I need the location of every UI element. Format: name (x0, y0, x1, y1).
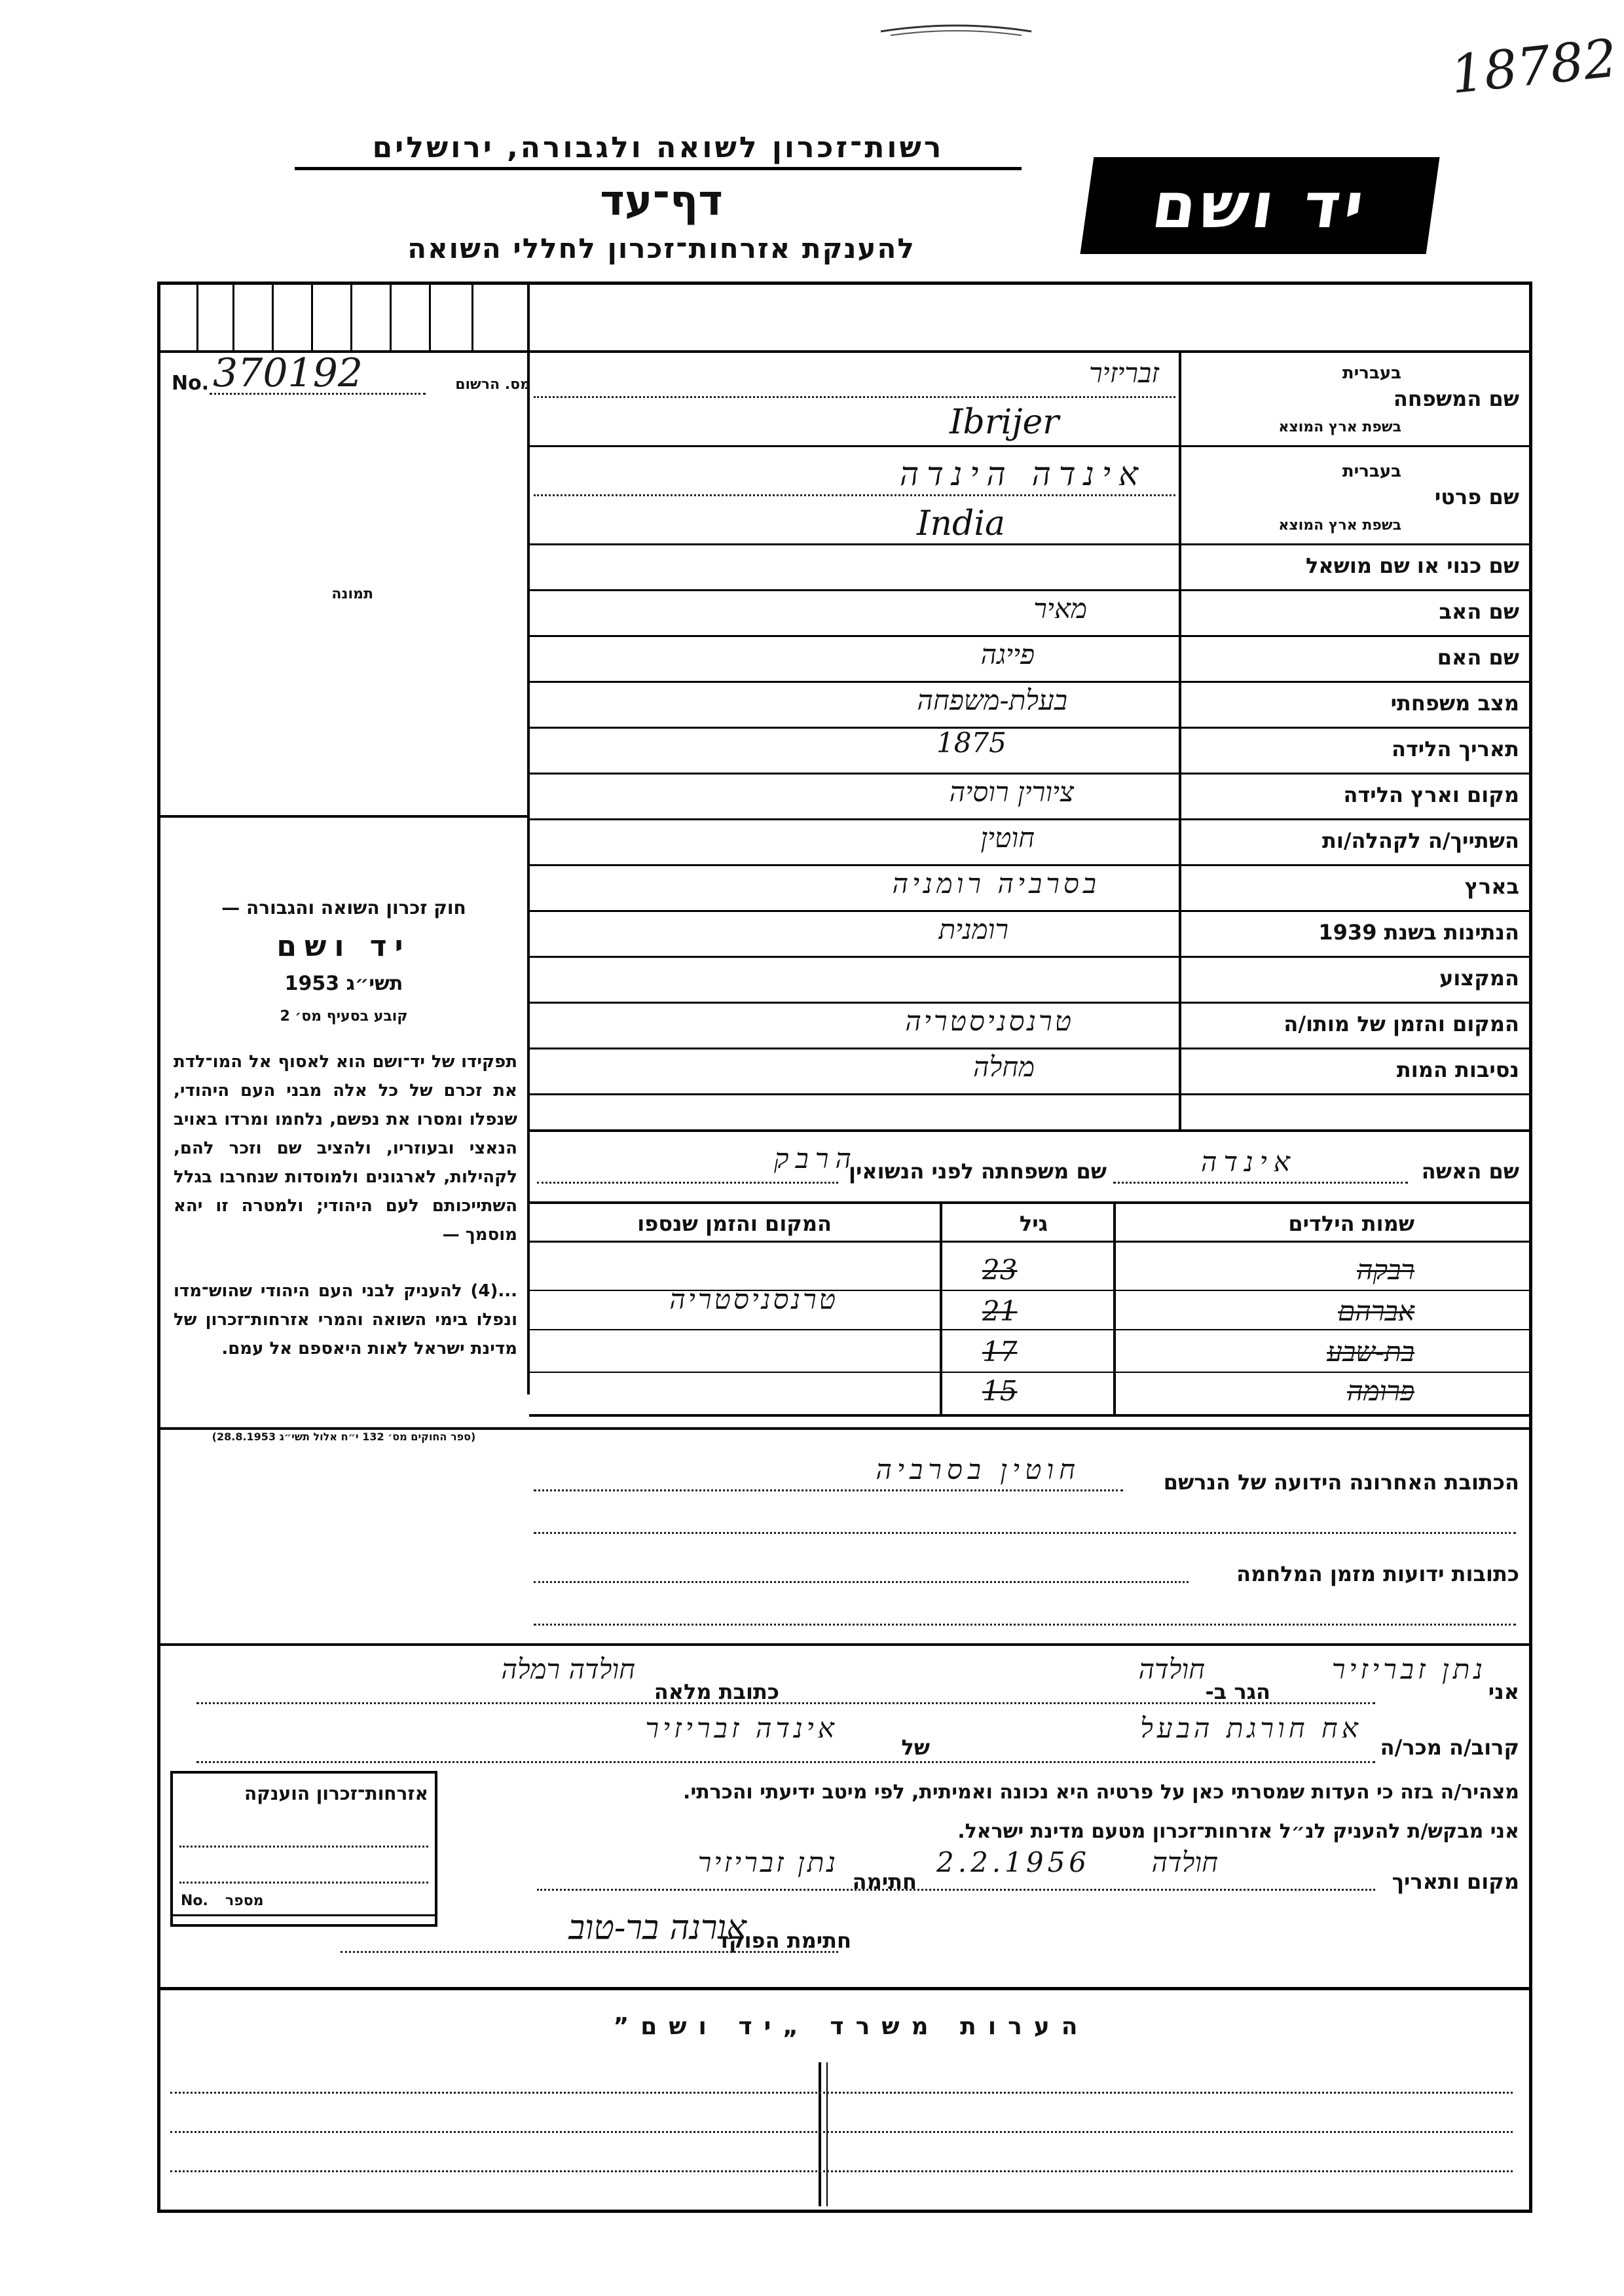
relative-value: אח חורגת הבעל (1140, 1712, 1362, 1744)
witness-i-label: אני (1488, 1679, 1519, 1704)
child-age: 15 (982, 1375, 1018, 1407)
community-value: חוטין (980, 822, 1035, 854)
nickname-label: שם כנוי או שם מושאל (1305, 553, 1519, 578)
children-age-header: גיל (1019, 1211, 1048, 1236)
registration-number: 370192 (213, 350, 363, 396)
registration-no-label: No. (172, 372, 210, 395)
last-address-label: הכתובת האחרונה הידועה של הנרשם (1163, 1470, 1519, 1495)
death-place-label: המקום והזמן של מותו/ה (1283, 1011, 1519, 1036)
wartime-address-label: כתובות ידועות מזמן המלחמה (1236, 1561, 1519, 1586)
child-age: 17 (982, 1336, 1018, 1368)
profession-label: המקצוע (1439, 966, 1519, 991)
form-subtitle: להענקת אזרחות־זכרון לחללי השואה (407, 232, 915, 264)
relative-label: קרוב/ה מכר/ה (1380, 1735, 1519, 1760)
law-text: תפקידו של יד־ושם הוא לאסוף אל המו־לדת את זכרם של כל אלה מבני העם היהודי, שנפלו ומסרו את נפשם, נלחמו ומרדו באויב הנאצי ובעוזריו, ולהציב שם וזכר להם, לקהילות, לארגונים ולמוסדות שנחרבו בגלל השתייכותם לעם היהודי; ולמטרה זו יהא מוסמך — (174, 1052, 517, 1245)
archive-number: 18782 (1447, 27, 1620, 106)
grant-box-no: No. (181, 1893, 208, 1909)
death-cause-value: מחלה (972, 1051, 1035, 1083)
death-cause-label: נסיבות המות (1396, 1057, 1519, 1082)
citizenship-value: רומנית (938, 913, 1008, 945)
grant-box-number-label: מספר (225, 1893, 264, 1909)
children-names-header: שמות הילדים (1288, 1211, 1414, 1236)
remarks-title: הערות משרד „יד ושם” (613, 2013, 1090, 2040)
family-name-sub-native: בשפת ארץ המוצא (1278, 419, 1401, 435)
top-ornament (877, 20, 1035, 39)
of-label: של (901, 1735, 930, 1760)
date-value: 2.2.1956 (936, 1846, 1091, 1878)
last-address-value: חוטין בסרביה (876, 1453, 1080, 1485)
declaration-2: אני מבקש/ת להעניק לנ״ל אזרחות־זכרון מטעם מדינת ישראל. (957, 1820, 1519, 1843)
father-value: מאיר (1033, 592, 1087, 625)
officer-label: חתימת הפוקד (716, 1928, 851, 1953)
registration-label: מס. הרשום (455, 376, 530, 393)
child-name: אברהם (1338, 1295, 1414, 1327)
birth-place-value: ציורין רוסיה (949, 776, 1074, 808)
authority-title: רשות־זכרון לשואה ולגבורה, ירושלים (295, 131, 1022, 170)
signature-label: חתימה (852, 1869, 917, 1894)
child-name: בת-שבע (1327, 1336, 1414, 1368)
witness-city: חולדה (1138, 1653, 1205, 1685)
law-source: (ספר החוקים מס׳ 132 י״ח אלול תשי״ג 28.8.1953) (212, 1430, 476, 1443)
child-name: פרומה (1347, 1375, 1414, 1407)
family-name-hebrew: זבריזיר (1089, 357, 1159, 389)
child-place: טרנסניסטריה (669, 1283, 838, 1315)
citizenship-label: הנתינות בשנת 1939 (1318, 920, 1519, 945)
spouse-label: שם האשה (1421, 1159, 1519, 1184)
child-age: 23 (982, 1254, 1018, 1286)
first-name-hebrew: אינדה הינדה (899, 455, 1146, 493)
country-label: בארץ (1464, 874, 1519, 899)
children-place-header: המקום והזמן שנספו (637, 1211, 832, 1236)
law-text-2: ...(4) להעניק לבני העם היהודי שהוש־מדו ונפלו בימי השואה והמרי אזרחות־זכרון של מדינת ישראל לאות היאספם אל עמם. (174, 1281, 517, 1358)
place-date-label: מקום ותאריך (1392, 1869, 1519, 1894)
yad-vashem-logo (1080, 157, 1440, 254)
first-name-sub-native: בשפת ארץ המוצא (1278, 517, 1401, 534)
grant-box (170, 1771, 437, 1927)
spouse-maiden-value: הרבק (774, 1142, 858, 1175)
officer-signature: אורנה בר-טוב (568, 1908, 747, 1948)
witness-name: נתן זבריזיר (1331, 1653, 1486, 1685)
first-name-sub-hebrew: בעברית (1342, 462, 1401, 481)
witness-address: חולדה רמלה (501, 1653, 635, 1685)
marital-label: מצב משפחתי (1390, 691, 1519, 716)
logo-text: יד ושם (1147, 169, 1373, 242)
marital-value: בעלת-משפחה (917, 684, 1067, 716)
first-name-label: שם פרטי (1434, 484, 1519, 509)
tick (196, 282, 198, 350)
grant-box-title: אזרחות־זכרון הוענקה (244, 1783, 428, 1804)
mother-label: שם האם (1437, 645, 1519, 670)
family-name-label: שם המשפחה (1393, 386, 1519, 411)
birth-date-label: תאריך הלידה (1391, 737, 1519, 761)
child-age: 21 (982, 1295, 1018, 1327)
birth-place-label: מקום וארץ הלידה (1343, 782, 1519, 807)
mother-value: פייגה (980, 638, 1035, 670)
father-label: שם האב (1439, 599, 1519, 624)
signature-value: נתן זבריזיר (697, 1846, 838, 1878)
witness-full-address-label: כתובת מלאה (654, 1679, 779, 1704)
witness-resides-label: הגר ב- (1205, 1679, 1270, 1704)
birth-date-value: 1875 (936, 727, 1006, 759)
death-place-value: טרנסניסטריה (905, 1005, 1074, 1037)
declaration-1: מצהיר/ה בזה כי העדות שמסרתי כאן על פרטיה היא נכונה ואמיתית, לפי מיטב ידיעתי והכרתי. (683, 1781, 1519, 1804)
first-name-native: India (917, 504, 1005, 543)
law-clause: קובע בסעיף מס׳ 2 (280, 1008, 408, 1025)
spouse-maiden-label: שם משפחתה לפני הנשואין (848, 1159, 1107, 1184)
family-name-native: Ibrijer (950, 403, 1060, 442)
of-name: אינדה זבריזיר (645, 1712, 838, 1744)
family-name-sub-hebrew: בעברית (1342, 363, 1401, 383)
law-year: תשי״ג 1953 (284, 972, 403, 995)
country-value: בסרביה רומניה (892, 867, 1100, 900)
child-name: רבקה (1357, 1254, 1414, 1286)
law-title: חוק זכרון השואה והגבורה — (221, 897, 466, 919)
place-value: חולדה (1151, 1846, 1218, 1878)
law-name: יד ושם (276, 930, 411, 963)
community-label: השתייך/ה לקהלה/ות (1321, 828, 1519, 853)
form-title: דף־עד (600, 177, 723, 225)
photo-label: תמונה (331, 586, 373, 602)
spouse-value: אינדה (1200, 1146, 1297, 1178)
